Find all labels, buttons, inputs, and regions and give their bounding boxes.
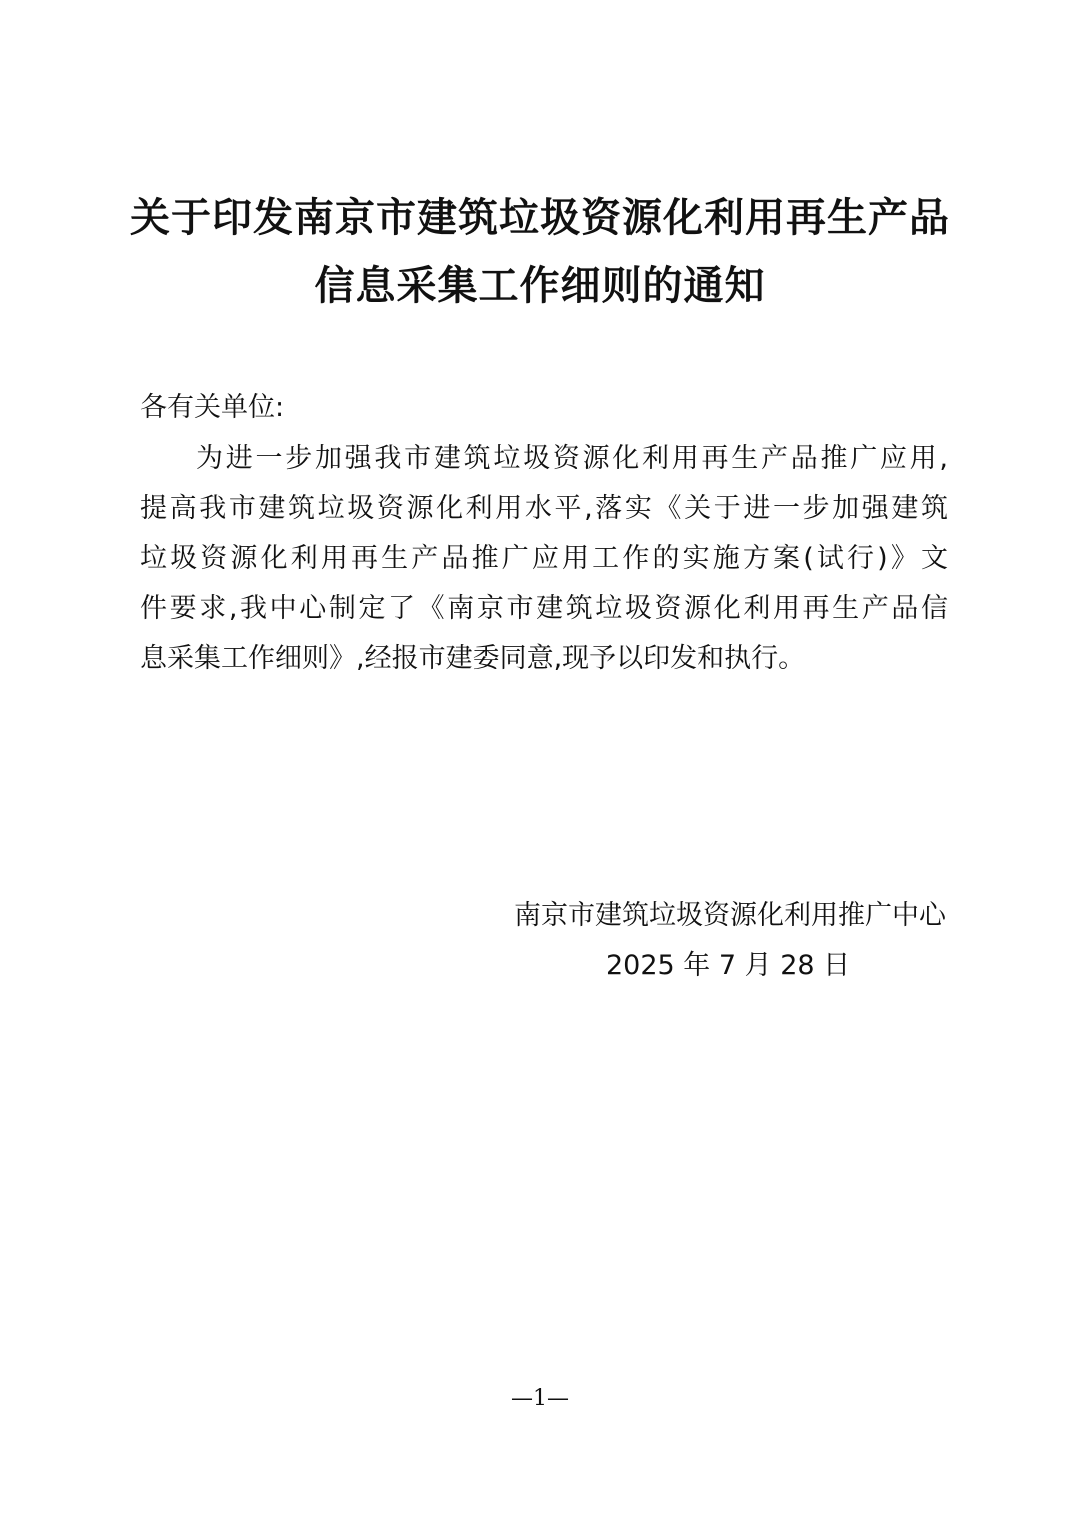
salutation: 各有关单位:: [140, 392, 285, 423]
issuing-organization: 南京市建筑垃圾资源化利用推广中心: [514, 900, 946, 931]
body-paragraph-line-2: 提高我市建筑垃圾资源化利用水平,落实《关于进一步加强建筑: [140, 493, 948, 524]
document-title-line-2: 信息采集工作细则的通知: [314, 263, 766, 309]
document-title-line-1: 关于印发南京市建筑垃圾资源化利用再生产品: [130, 195, 950, 241]
issue-date: 2025 年 7 月 28 日: [606, 950, 851, 981]
body-paragraph-line-4: 件要求,我中心制定了《南京市建筑垃圾资源化利用再生产品信: [140, 593, 948, 624]
page-number: —1—: [511, 1386, 569, 1411]
body-paragraph-line-5: 息采集工作细则》,经报市建委同意,现予以印发和执行。: [140, 643, 806, 674]
body-paragraph-line-3: 垃圾资源化利用再生产品推广应用工作的实施方案(试行)》文: [140, 543, 948, 574]
body-paragraph-line-1: 为进一步加强我市建筑垃圾资源化利用再生产品推广应用,: [196, 443, 948, 474]
